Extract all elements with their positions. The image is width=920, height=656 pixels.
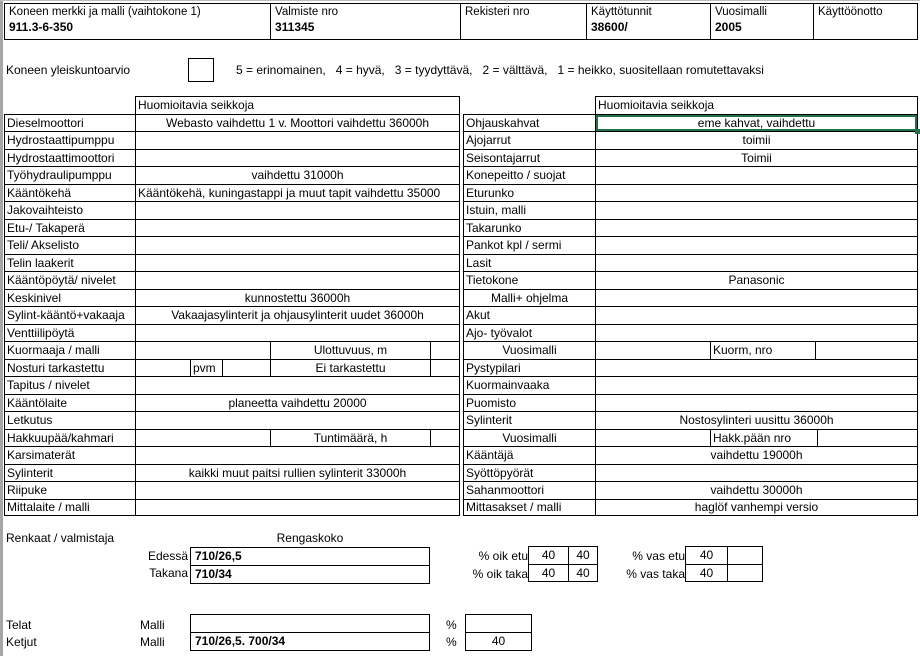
value-cell[interactable]: vaihdettu 19000h [595,446,918,464]
overall-condition-input[interactable] [188,58,214,82]
chains-pct-input[interactable]: 40 [491,634,506,648]
value-cell[interactable] [595,289,918,307]
table-row [463,289,918,307]
section-header: Huomioitavia seikkoja [135,96,460,114]
value-cell[interactable] [595,306,918,324]
table-row [463,359,918,377]
row-label: Tapitus / nivelet [4,376,135,394]
tracks-pct-input[interactable] [466,615,531,633]
pct-left-rear-2[interactable] [727,564,763,582]
machine-header [4,3,918,40]
header-field-commissioning [813,3,918,40]
value-cell[interactable]: kunnostettu 36000h [135,289,460,307]
row-label: Kuormainvaaka [463,376,595,394]
row-label: Hydrostaattimoottori [4,149,135,167]
table-row [4,289,460,307]
row-label: Etu-/ Takaperä [4,219,135,237]
selected-cell[interactable]: eme kahvat, vaihdettu [595,114,918,132]
value-cell[interactable] [135,131,460,149]
value-cell[interactable]: Toimii [595,149,918,167]
table-row [463,254,918,272]
row-label: Seisontajarrut [463,149,595,167]
table-row [4,219,460,237]
tracks-model-box [190,614,430,651]
value-cell[interactable] [135,411,460,429]
overall-condition-label: Koneen yleiskuntoarvio [6,63,131,77]
value-cell[interactable] [595,464,918,482]
value-cell[interactable] [595,359,918,377]
row-label: Ajojarrut [463,131,595,149]
value-cell[interactable]: Panasonic [595,271,918,289]
sub-label-cell: pvm [190,359,222,377]
value-cell[interactable] [135,201,460,219]
row-label: Malli+ ohjelma [463,289,595,307]
sub-label-cell: Tuntimäärä, h [270,429,430,447]
table-row [4,481,460,499]
table-row [463,376,918,394]
table-row [463,201,918,219]
corner-cell [463,96,595,114]
value-cell[interactable]: Nostosylinteri uusittu 36000h [595,411,918,429]
row-label: Kääntöpöytä/ nivelet [4,271,135,289]
pct-right-rear-1[interactable]: 40 [528,564,568,582]
value-cell[interactable] [135,359,190,377]
value-cell[interactable] [135,446,460,464]
row-label: Jakovaihteisto [4,201,135,219]
tyre-size-box [190,547,430,584]
value-cell[interactable] [135,236,460,254]
value-cell[interactable] [595,324,918,342]
value-cell[interactable]: haglöf vanhempi versio [595,499,918,517]
pct-right-front-label: % oik etu [478,549,528,563]
table-row [463,411,918,429]
pct-left-front-1[interactable]: 40 [685,546,727,564]
value-cell[interactable] [595,201,918,219]
row-label: Sylint-kääntö+vakaaja [4,306,135,324]
row-label: Ajo- työvalot [463,324,595,342]
field-label: Vuosimalli [715,6,767,18]
pct-left-front-2[interactable] [727,546,763,564]
row-label: Sylinterit [4,464,135,482]
rating-scale-legend: 5 = erinomainen, 4 = hyvä, 3 = tyydyttävä, 2 = välttävä, 1 = heikko, suositellaan romutettavaksi [236,63,764,77]
chains-label: Ketjut [6,635,37,649]
row-label: Konepeitto / suojat [463,166,595,184]
inspection-table-left [4,96,460,516]
value-cell[interactable] [595,376,918,394]
row-label: Teli/ Akselisto [4,236,135,254]
table-row [4,359,460,377]
pct-left-rear-1[interactable]: 40 [685,564,727,582]
pct-right-grid [528,546,598,582]
pct-left-front-label: % vas etu [632,549,685,563]
chains-model-input[interactable]: 710/26,5. 700/34 [195,634,286,648]
value-cell[interactable] [135,429,270,447]
section-header: Huomioitavia seikkoja [595,96,918,114]
front-tyre-label: Edessä [147,549,188,563]
field-value[interactable]: 38600/ [591,20,628,34]
table-row [4,131,460,149]
sub-label-cell: Ulottuvuus, m [270,341,430,359]
rear-tyre-label: Takana [149,566,188,580]
pct-right-rear-2[interactable]: 40 [568,564,598,582]
row-label: Venttiilipöytä [4,324,135,342]
value-cell[interactable] [595,184,918,202]
table-row [4,166,460,184]
row-label: Hakkuupää/kahmari [4,429,135,447]
row-label: Kääntökehä [4,184,135,202]
row-label: Eturunko [463,184,595,202]
row-label: Akut [463,306,595,324]
header-field-machine-model [4,3,271,40]
table-row [4,446,460,464]
row-label: Kääntäjä [463,446,595,464]
table-row [463,499,918,517]
pct-right-front-2[interactable]: 40 [568,546,598,564]
row-label: Letkutus [4,411,135,429]
value-cell[interactable] [815,341,918,359]
row-label: Sahanmoottori [463,481,595,499]
table-row [463,306,918,324]
value-cell[interactable] [135,481,460,499]
table-row [4,236,460,254]
value-cell[interactable]: Webasto vaihdettu 1 v. Moottori vaihdettu 36000h [135,114,460,132]
value-cell[interactable] [595,341,710,359]
table-row [4,114,460,132]
row-label: Telin laakerit [4,254,135,272]
table-row [463,236,918,254]
table-row [4,411,460,429]
table-row [463,464,918,482]
row-label: Pystypilari [463,359,595,377]
value-cell[interactable] [135,341,270,359]
row-label: Dieselmoottori [4,114,135,132]
table-row [4,429,460,447]
field-value[interactable]: 311345 [275,20,315,34]
sheet-top-edge [0,0,920,1]
row-label: Syöttöpyörät [463,464,595,482]
table-row [463,131,918,149]
value-cell[interactable]: kaikki muut paitsi rullien sylinterit 33000h [135,464,460,482]
table-row [4,149,460,167]
table-row [4,254,460,272]
tracks-pct-label: % [446,618,457,632]
table-row [4,464,460,482]
row-label: Riipuke [4,481,135,499]
table-row [4,394,460,412]
value-cell[interactable]: toimii [595,131,918,149]
row-label: Vuosimalli [463,341,595,359]
row-label: Istuin, malli [463,201,595,219]
row-label: Hydrostaattipumppu [4,131,135,149]
value-cell[interactable] [595,166,918,184]
row-label: Tietokone [463,271,595,289]
value-cell[interactable] [817,429,918,447]
value-cell[interactable] [430,341,460,359]
pct-right-rear-label: % oik taka [472,567,528,581]
table-row [463,481,918,499]
table-row [463,166,918,184]
table-row [4,376,460,394]
value-cell[interactable] [430,429,460,447]
value-cell[interactable] [595,254,918,272]
value-cell[interactable]: Kääntökehä, kuningastappi ja muut tapit vaihdettu 35000 [135,184,460,202]
sub-label-cell: Hakk.pään nro [710,429,817,447]
field-label: Valmiste nro [275,6,339,18]
row-label: Puomisto [463,394,595,412]
row-label: Mittalaite / malli [4,499,135,517]
table-row [463,149,918,167]
row-label: Kääntölaite [4,394,135,412]
sub-label-cell: Ei tarkastettu [270,359,430,377]
row-label: Kuormaaja / malli [4,341,135,359]
row-label: Ohjauskahvat [463,114,595,132]
value-cell[interactable] [595,236,918,254]
table-row [463,429,918,447]
row-label: Lasit [463,254,595,272]
row-label: Mittasakset / malli [463,499,595,517]
value-cell[interactable]: Vakaajasylinterit ja ohjausylinterit uudet 36000h [135,306,460,324]
table-row [463,114,918,132]
table-row [4,499,460,517]
table-row [4,184,460,202]
header-field-serial-number [270,3,461,40]
header-field-operating-hours [586,3,711,40]
header-field-model-year [710,3,814,40]
table-row [463,341,918,359]
field-value[interactable]: 2005 [715,20,742,34]
value-cell[interactable] [135,376,460,394]
tracks-model-label: Malli [140,618,165,632]
field-label: Käyttöönotto [818,6,883,18]
value-cell[interactable]: vaihdettu 30000h [595,481,918,499]
value-cell[interactable] [595,219,918,237]
row-label: Vuosimalli [463,429,595,447]
row-label: Nosturi tarkastettu [4,359,135,377]
table-row [4,324,460,342]
tracks-label: Telat [6,618,32,632]
value-cell[interactable] [222,359,270,377]
sub-label-cell: Kuorm, nro [710,341,815,359]
field-label: Käyttötunnit [591,6,652,18]
tracks-pct-box [465,614,532,651]
value-cell[interactable]: planeetta vaihdettu 20000 [135,394,460,412]
table-row [4,201,460,219]
value-cell[interactable] [595,429,710,447]
pct-left-rear-label: % vas taka [626,567,685,581]
chains-model-label: Malli [140,635,165,649]
sheet-left-edge [0,0,3,656]
table-row [4,341,460,359]
value-cell[interactable] [430,359,460,377]
field-label: Koneen merkki ja malli (vaihtokone 1) [9,6,201,18]
row-label: Karsimaterät [4,446,135,464]
tyre-size-header: Rengaskoko [276,531,344,545]
row-label: Takarunko [463,219,595,237]
table-row [463,394,918,412]
table-row [463,324,918,342]
header-field-register-number [460,3,587,40]
table-row [463,219,918,237]
value-cell[interactable]: vaihdettu 31000h [135,166,460,184]
chains-pct-label: % [446,635,457,649]
row-label: Pankot kpl / sermi [463,236,595,254]
row-label: Sylinterit [463,411,595,429]
value-cell[interactable] [595,394,918,412]
pct-left-grid [685,546,763,582]
table-row [4,306,460,324]
corner-cell [4,96,135,114]
rear-tyre-size-input[interactable]: 710/34 [195,567,232,581]
tracks-model-input[interactable] [191,615,429,633]
field-value[interactable]: 911.3-6-350 [9,20,74,34]
selection-handle[interactable] [915,129,920,134]
front-tyre-size-input[interactable]: 710/26,5 [191,548,429,566]
tyres-section-label: Renkaat / valmistaja [6,531,115,545]
row-label: Työhydraulipumppu [4,166,135,184]
table-row [463,446,918,464]
value-cell[interactable] [135,149,460,167]
value-cell[interactable] [135,254,460,272]
table-row [4,271,460,289]
row-label: Keskinivel [4,289,135,307]
value-cell[interactable] [135,324,460,342]
value-cell[interactable] [135,219,460,237]
inspection-table-right [463,96,918,516]
field-label: Rekisteri nro [465,6,530,18]
pct-right-front-1[interactable]: 40 [528,546,568,564]
value-cell[interactable] [135,271,460,289]
value-cell[interactable] [135,499,460,517]
table-row [463,184,918,202]
table-row [463,271,918,289]
